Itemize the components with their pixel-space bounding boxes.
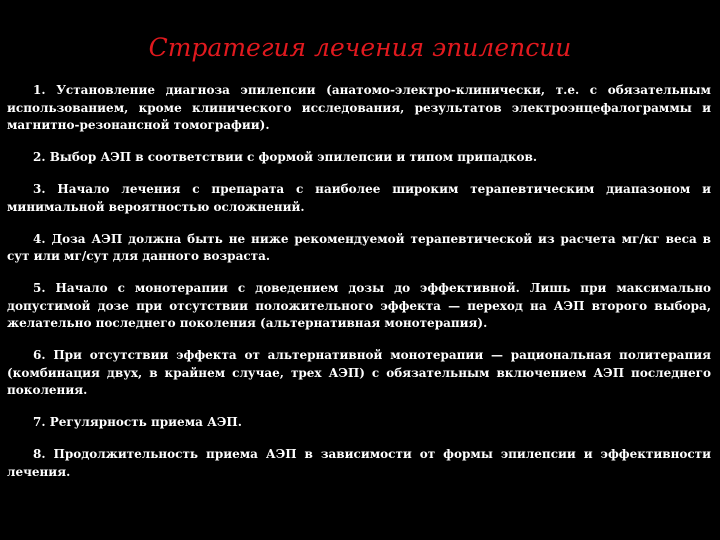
item-number: 4.: [33, 231, 46, 246]
strategy-item-7: [7, 414, 711, 432]
item-number: 7.: [33, 415, 46, 429]
strategy-item-2: [7, 149, 711, 167]
item-text: Выбор АЭП в соответствии с формой эпилепсии и типом припадков.: [49, 150, 538, 164]
item-number: 1.: [33, 83, 46, 97]
strategy-item-4: [7, 231, 711, 266]
item-text: Доза АЭП должна быть не ниже рекомендуемой терапевтической из расчета мг/кг веса в сут или мг/сут для данного возраста.: [7, 231, 711, 263]
strategy-item-6: [7, 347, 711, 400]
item-text: Начало с монотерапии с доведением дозы до эффективной. Лишь при максимально допустимой дозе при отсутствии положительного эффекта — переход на АЭП второго выбора, желательно последнего поколения (альтернативная монотерапия).: [7, 281, 711, 330]
item-number: 3.: [33, 182, 46, 196]
slide-title: Стратегия лечения эпилепсии: [148, 33, 572, 62]
strategy-item-3: [7, 181, 711, 216]
item-number: 5.: [33, 281, 46, 295]
item-text: Начало лечения с препарата с наиболее широким терапевтическим диапазоном и минимальной вероятностью осложнений.: [7, 182, 711, 214]
item-number: 6.: [33, 348, 46, 362]
strategy-item-8: [7, 446, 711, 481]
strategy-item-5: [7, 280, 711, 333]
item-number: 8.: [33, 447, 46, 461]
item-text: Продолжительность приема АЭП в зависимости от формы эпилепсии и эффективности лечения.: [7, 447, 712, 479]
item-text: Установление диагноза эпилепсии (анатомо-электро-клинически, т.е. с обязательным использованием, кроме клинического исследования, результатов электроэнцефалограммы и магнитно-резонансной томографии).: [7, 83, 711, 132]
strategy-list: [7, 82, 711, 496]
item-text: Регулярность приема АЭП.: [49, 415, 242, 429]
item-text: При отсутствии эффекта от альтернативной монотерапии — рациональная политерапия (комбинация двух, в крайнем случае, трех АЭП) с обязательным включением АЭП последнего поколения.: [7, 348, 711, 397]
strategy-item-1: [7, 82, 711, 135]
item-number: 2.: [33, 150, 46, 164]
